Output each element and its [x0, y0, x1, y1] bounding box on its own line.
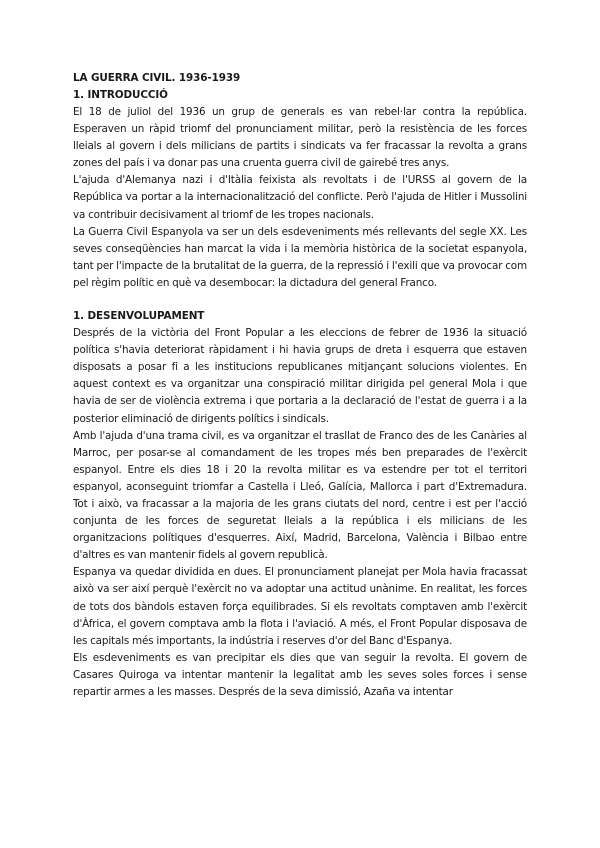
paragraph: El 18 de juliol del 1936 un grup de generals es van rebel·lar contra la república. Esperaven un ràpid triomf del pronunciament militar, però la resistència de les forces lleials al govern i dels milicians de partits i sindicats va fer fracassar la revolta a grans zones del país i va donar pas una cruenta guerra civil de gairebé tres anys. — [73, 106, 527, 170]
section-heading-desenvolupament: 1. DESENVOLUPAMENT — [73, 310, 205, 323]
document-title: LA GUERRA CIVIL. 1936-1939 — [73, 72, 241, 84]
section-spacer — [73, 292, 527, 308]
document-page — [73, 70, 527, 701]
paragraph: Espanya va quedar dividida en dues. El pronunciament planejat per Mola havia fracassat això va ser així perquè l'exèrcit no va adoptar una actitud unànime. En realitat, les forces de tots dos bàndols estaven força equilibrades. Si els revoltats comptaven amb l'exèrcit d'Àfrica, el govern comptava amb la flota i l'aviació. A més, el Front Popular disposava de les capitals més importants, la indústria i reserves d'or del Banc d'Espanya. — [73, 566, 527, 647]
section-heading-introduccio: 1. INTRODUCCIÓ — [73, 89, 168, 101]
paragraph: Després de la victòria del Front Popular a les eleccions de febrer de 1936 la situació política s'havia deteriorat ràpidament i hi havia grups de dreta i esquerra que estaven disposats a posar fi a les institucions republicanes mitjançant solucions violentes. En aquest context es va organitzar una conspiració militar dirigida pel general Mola i que havia de ser de violència extrema i que portaria a la declaració de l'estat de guerra i a la posterior eliminació de dirigents polítics i sindicals. — [73, 327, 527, 425]
paragraph: L'ajuda d'Alemanya nazi i d'Itàlia feixista als revoltats i de l'URSS al govern de la República va portar a la internacionalització del conflicte. Però l'ajuda de Hitler i Mussolini va contribuir decisivament al triomf de les tropes nacionals. — [73, 174, 527, 221]
paragraph: Amb l'ajuda d'una trama civil, es va organitzar el trasllat de Franco des de les Canàries al Marroc, per posar-se al comandament de les tropes més ben preparades de l'exèrcit espanyol. Entre els dies 18 i 20 la revolta militar es va estendre per tot el territori espanyol, aconseguint triomfar a Castella i Lleó, Galícia, Mallorca i part d'Extremadura. Tot i això, va fracassar a la majoria de les grans ciutats del nord, centre i est per l'acció conjunta de les forces de seguretat lleials a la república i els milicians de les organitzacions polítiques d'esquerres. Així, Madrid, Barcelona, València i Bilbao entre d'altres es van mantenir fidels al govern republicà. — [73, 429, 527, 562]
paragraph: Els esdeveniments es van precipitar els dies que van seguir la revolta. El govern de Casares Quiroga va intentar mantenir la legalitat amb les seves soles forces i sense repartir armes a les masses. Després de la seva dimissió, Azaña va intentar — [73, 651, 527, 698]
paragraph: La Guerra Civil Espanyola va ser un dels esdeveniments més rellevants del segle XX. Les seves conseqüències han marcat la vida i la memòria històrica de la societat espanyola, tant per l'impacte de la brutalitat de la guerra, de la repressió i l'exili que va provocar com pel règim polític en què va desembocar: la dictadura del general Franco. — [73, 225, 527, 289]
